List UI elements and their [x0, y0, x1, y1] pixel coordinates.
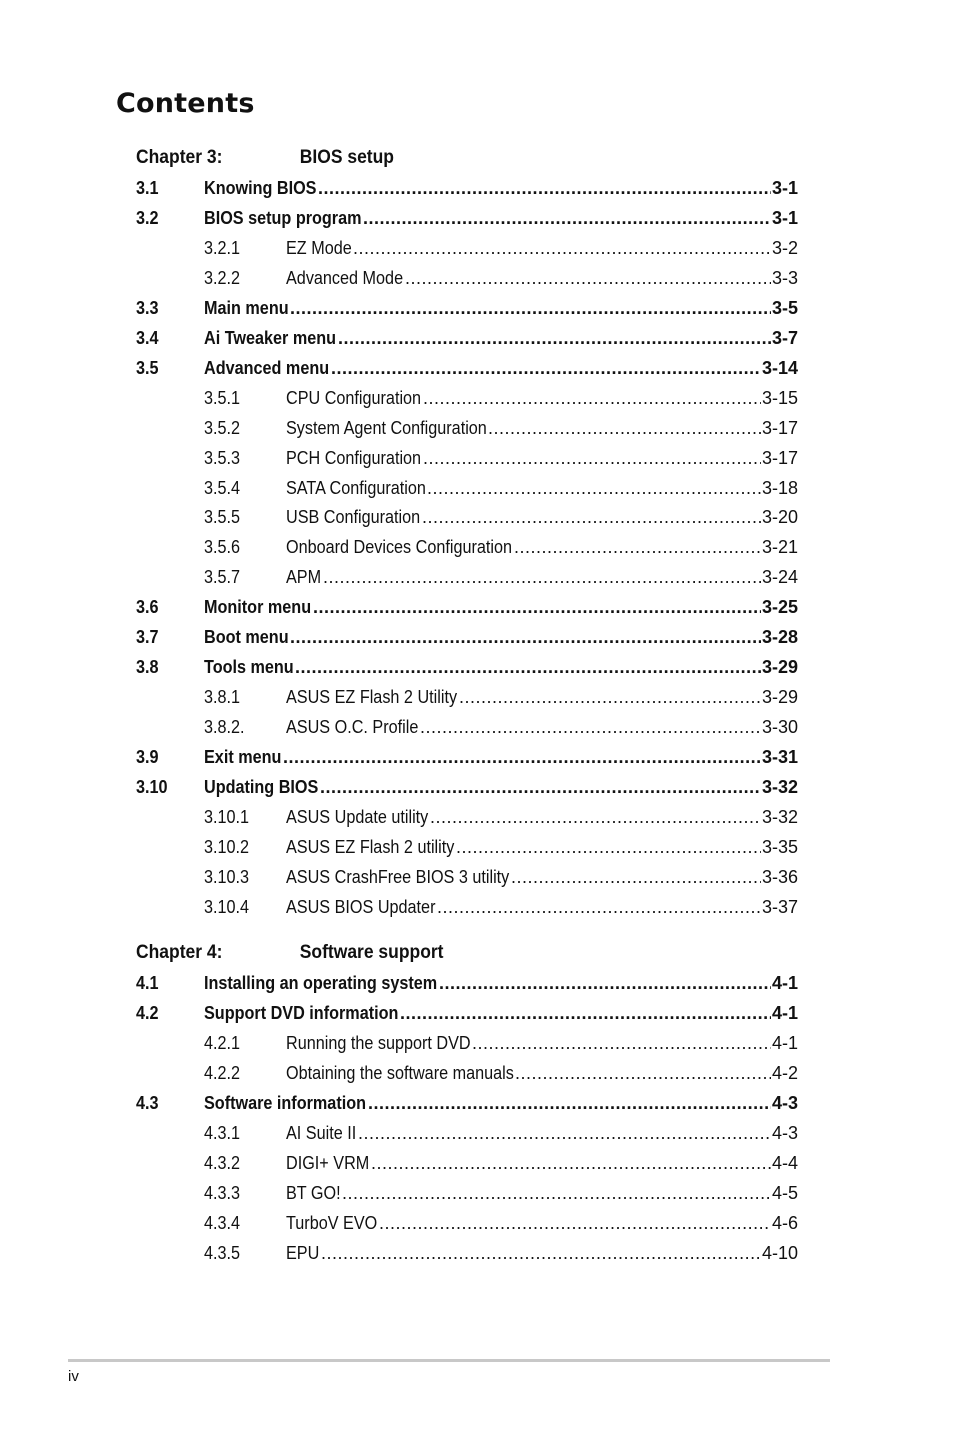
toc-entry-number — [204, 535, 244, 559]
toc-entry-title — [286, 1181, 341, 1205]
toc-entry-number — [136, 1001, 161, 1025]
dot-leader — [427, 476, 761, 500]
toc-entry-line — [286, 1181, 798, 1205]
toc-entry-title-text: BIOS setup program — [204, 207, 362, 228]
toc-entry-number-text: 3.5.4 — [204, 477, 241, 498]
toc-entry-number — [204, 266, 244, 290]
toc-entry-number-text: 3.5.5 — [204, 507, 241, 528]
dot-leader — [400, 1001, 771, 1025]
toc-entry-page: 4-1 — [771, 1002, 798, 1023]
toc-entry-title-text: Exit menu — [204, 747, 282, 768]
toc-entry[interactable] — [0, 446, 954, 470]
toc-entry-title — [286, 476, 426, 500]
toc-entry-number-text: 3.2.2 — [204, 267, 241, 288]
toc-entry-title — [204, 745, 282, 769]
toc-entry-number — [136, 326, 161, 350]
toc-entry-page: 3-29 — [761, 657, 798, 678]
toc-entry-line — [204, 206, 798, 230]
toc-entry-title-text: System Agent Configuration — [286, 417, 487, 438]
toc-entry-page: 3-7 — [771, 327, 798, 348]
toc-entry-line — [286, 386, 798, 410]
toc-entry-page: 3-21 — [761, 537, 798, 558]
toc-entry-page: 3-32 — [761, 777, 798, 797]
toc-entry-title-text: Running the support DVD — [286, 1032, 471, 1053]
toc-entry-line — [286, 535, 798, 559]
toc-entry-number — [204, 236, 244, 260]
toc-entry-number — [204, 1151, 244, 1175]
toc-entry[interactable] — [0, 1091, 954, 1115]
toc-entry-page: 4-5 — [771, 1182, 798, 1203]
toc-entry-line — [286, 1121, 798, 1145]
toc-entry-number — [204, 895, 254, 919]
toc-entry-line — [286, 236, 798, 260]
toc-entry-line — [204, 326, 798, 350]
dot-leader — [321, 1241, 761, 1265]
toc-entry-title — [204, 775, 319, 799]
toc-entry-page: 3-1 — [771, 207, 798, 228]
toc-entry-page: 3-24 — [761, 567, 798, 588]
toc-entry[interactable] — [0, 206, 954, 230]
toc-entry[interactable] — [0, 176, 954, 200]
toc-entry-page: 3-30 — [761, 717, 798, 738]
toc-entry-number-text: 4.3 — [136, 1092, 159, 1113]
chapter-title: BIOS setup — [299, 147, 394, 168]
toc-entry-line — [286, 715, 798, 739]
toc-entry-number-text: 3.10.1 — [204, 806, 250, 827]
toc-entry[interactable] — [0, 1031, 954, 1055]
toc-entry-number-text: 3.5.1 — [204, 387, 241, 408]
dot-leader — [379, 1211, 771, 1235]
toc-entry-number — [136, 206, 161, 230]
toc-entry-title-text: Advanced Mode — [286, 267, 404, 288]
toc-entry-line — [286, 805, 798, 829]
toc-entry-number-text: 3.2.1 — [204, 237, 241, 258]
toc-entry-page: 4-3 — [771, 1122, 798, 1143]
toc-entry-page: 3-29 — [761, 687, 798, 708]
toc-entry-title — [286, 1121, 357, 1145]
toc-entry-number-text: 3.6 — [136, 597, 159, 618]
toc-entry-page: 3-28 — [761, 627, 798, 648]
toc-entry-title — [286, 835, 455, 859]
toc-entry-title — [286, 1241, 320, 1265]
footer-page-number: iv — [68, 1368, 79, 1385]
toc-entry-line — [286, 446, 798, 470]
toc-entry-title-text: ASUS CrashFree BIOS 3 utility — [286, 866, 510, 887]
toc-entry-title — [286, 1031, 471, 1055]
toc-entry[interactable] — [0, 805, 954, 829]
toc-entry-title-text: Software information — [204, 1092, 367, 1113]
toc-entry-page: 3-3 — [771, 267, 798, 288]
toc-entry-number-text: 3.5.2 — [204, 417, 241, 438]
toc-entry-title-text: APM — [286, 567, 322, 588]
toc-entry-page: 3-25 — [761, 597, 798, 618]
toc-entry-number — [204, 1181, 244, 1205]
dot-leader — [290, 625, 761, 649]
dot-leader — [363, 206, 771, 230]
dot-leader — [320, 775, 761, 799]
toc-entry-title-text: BT GO! — [286, 1182, 341, 1203]
toc-entry-title-text: Obtaining the software manuals — [286, 1062, 514, 1083]
toc-entry[interactable] — [0, 1151, 954, 1175]
toc-entry-title-text: Updating BIOS — [204, 777, 319, 797]
toc-entry-title-text: Advanced menu — [204, 357, 330, 378]
toc-entry-title — [204, 595, 312, 619]
toc-entry-title — [204, 1001, 399, 1025]
toc-entry-number — [136, 296, 161, 320]
toc-entry-page: 4-6 — [771, 1212, 798, 1233]
toc-entry-title — [204, 971, 438, 995]
toc-entry-page: 3-17 — [761, 447, 798, 468]
toc-entry-title — [286, 1151, 370, 1175]
toc-entry-line — [286, 505, 798, 529]
toc-entry-page: 3-1 — [771, 178, 798, 198]
toc-entry-page: 3-32 — [761, 806, 798, 827]
toc-entry-number — [136, 356, 161, 380]
toc-entry-page: 4-1 — [771, 1032, 798, 1053]
toc-entry-number — [204, 715, 249, 739]
toc-entry-title-text: EZ Mode — [286, 237, 352, 258]
toc-entry-title — [286, 1061, 514, 1085]
toc-entry[interactable] — [0, 595, 954, 619]
toc-entry-line — [204, 595, 798, 619]
toc-entry-page: 3-31 — [761, 747, 798, 768]
toc-entry-line — [286, 1061, 798, 1085]
toc-entry-number — [204, 1031, 244, 1055]
toc-entry-number-text: 3.1 — [136, 178, 159, 198]
toc-entry-number-text: 3.5.6 — [204, 537, 241, 558]
toc-entry-number — [204, 476, 244, 500]
toc-entry-title-text: PCH Configuration — [286, 447, 422, 468]
dot-leader — [331, 356, 761, 380]
toc-entry-title — [204, 655, 294, 679]
toc-entry-line — [204, 775, 798, 799]
toc-entry[interactable] — [0, 1061, 954, 1085]
toc-entry-page: 4-4 — [771, 1152, 798, 1173]
toc-entry-number — [136, 971, 161, 995]
toc-entry-title-text: Monitor menu — [204, 597, 312, 618]
toc-entry-number-text: 4.3.1 — [204, 1122, 241, 1143]
toc-entry-page: 3-20 — [761, 507, 798, 528]
chapter-heading — [11, 939, 889, 967]
toc-entry-number-text: 3.10.3 — [204, 866, 250, 887]
toc-entry-number-text: 4.3.4 — [204, 1212, 241, 1233]
toc-entry-number — [136, 1091, 161, 1115]
toc-entry[interactable] — [0, 356, 954, 380]
toc-entry-title — [286, 805, 429, 829]
dot-leader — [371, 1151, 771, 1175]
toc-entry-page: 4-3 — [771, 1092, 798, 1113]
toc-entry-title-text: ASUS EZ Flash 2 utility — [286, 836, 455, 857]
toc-entry-title-text: Onboard Devices Configuration — [286, 537, 513, 558]
toc-entry-title-text: ASUS EZ Flash 2 Utility — [286, 687, 458, 708]
toc-entry-title — [286, 446, 422, 470]
toc-entry-number-text: 3.7 — [136, 627, 159, 648]
toc-entry-page: 4-1 — [771, 973, 798, 993]
toc-entry-title-text: Knowing BIOS — [204, 178, 317, 198]
toc-entry-page: 3-17 — [761, 417, 798, 438]
toc-entry-number-text: 3.9 — [136, 747, 159, 768]
toc-entry-number-text: 3.10 — [136, 777, 168, 797]
toc-entry-line — [286, 865, 798, 889]
toc-entry[interactable] — [0, 476, 954, 500]
toc-entry-number-text: 4.3.2 — [204, 1152, 241, 1173]
toc-entry-line — [286, 266, 798, 290]
toc-entry-number — [204, 386, 244, 410]
toc-entry[interactable] — [0, 715, 954, 739]
toc-entry[interactable] — [0, 386, 954, 410]
toc-entry-title — [204, 625, 289, 649]
toc-entry-number-text: 3.8.1 — [204, 687, 241, 708]
toc-entry-number-text: 4.2.2 — [204, 1062, 241, 1083]
toc-entry-title-text: USB Configuration — [286, 507, 421, 528]
toc-entry-title-text: Boot menu — [204, 627, 289, 648]
dot-leader — [423, 386, 761, 410]
toc-entry-line — [286, 835, 798, 859]
toc-entry-number — [136, 176, 161, 200]
toc-entry-number — [204, 446, 244, 470]
toc-entry-number — [204, 1211, 244, 1235]
toc-entry-page: 3-35 — [761, 836, 798, 857]
toc-entry-page: 4-2 — [771, 1062, 798, 1083]
toc-entry-line — [286, 416, 798, 440]
toc-entry-page: 3-36 — [761, 866, 798, 887]
toc-entry-line — [286, 1151, 798, 1175]
toc-entry[interactable] — [0, 1001, 954, 1025]
toc-entry-number — [136, 745, 161, 769]
toc-entry-title-text: SATA Configuration — [286, 477, 426, 498]
dot-leader — [338, 326, 771, 350]
toc-entry-title — [286, 865, 510, 889]
toc-entry[interactable] — [0, 266, 954, 290]
dot-leader — [430, 805, 761, 829]
toc-entry[interactable] — [0, 625, 954, 649]
toc-entry-number — [204, 416, 244, 440]
toc-entry[interactable] — [0, 236, 954, 260]
dot-leader — [342, 1181, 771, 1205]
toc-entry[interactable] — [0, 865, 954, 889]
toc-entry[interactable] — [0, 1121, 954, 1145]
toc-entry[interactable] — [0, 685, 954, 709]
toc-entry-title-text: ASUS O.C. Profile — [286, 717, 419, 738]
toc-entry-title — [286, 895, 436, 919]
toc-entry-title-text: ASUS BIOS Updater — [286, 896, 436, 917]
toc-entry-title-text: ASUS Update utility — [286, 806, 429, 827]
toc-entry[interactable] — [0, 535, 954, 559]
toc-entry-title — [204, 206, 362, 230]
toc-entry-line — [286, 1241, 798, 1265]
toc-entry-number — [136, 625, 161, 649]
toc-entry-title-text: CPU Configuration — [286, 387, 422, 408]
toc-entry-title — [286, 565, 322, 589]
dot-leader — [459, 685, 761, 709]
toc-entry-number-text: 3.3 — [136, 297, 159, 318]
dot-leader — [514, 535, 761, 559]
toc-entry-line — [286, 565, 798, 589]
toc-entry[interactable] — [0, 296, 954, 320]
toc-entry-number-text: 3.10.4 — [204, 896, 250, 917]
dot-leader — [456, 835, 761, 859]
toc-entry-line — [204, 655, 798, 679]
toc-entry[interactable] — [0, 745, 954, 769]
toc-entry-number-text: 3.5.7 — [204, 567, 241, 588]
toc-entry-number-text: 4.3.3 — [204, 1182, 241, 1203]
dot-leader — [318, 176, 771, 200]
toc-entry-title-text: Tools menu — [204, 657, 294, 678]
toc-entry-title — [286, 505, 421, 529]
toc-entry-title — [286, 266, 404, 290]
toc-entry-title-text: Main menu — [204, 297, 289, 318]
toc-entry-title-text: TurboV EVO — [286, 1212, 378, 1233]
toc-entry-line — [204, 745, 798, 769]
toc-entry[interactable] — [0, 971, 954, 995]
toc-entry-number-text: 4.1 — [136, 973, 159, 993]
toc-entry[interactable] — [0, 416, 954, 440]
toc-entry-title — [286, 715, 419, 739]
toc-entry-number — [136, 775, 171, 799]
dot-leader — [420, 715, 761, 739]
dot-leader — [283, 745, 761, 769]
page-title: Contents — [116, 88, 255, 119]
toc-entry-title — [286, 386, 422, 410]
toc-entry-number — [204, 1241, 244, 1265]
toc-entry[interactable] — [0, 775, 954, 799]
toc-entry-title-text: EPU — [286, 1242, 320, 1263]
toc-entry-number — [204, 865, 254, 889]
toc-entry[interactable] — [0, 565, 954, 589]
toc-entry-number — [204, 835, 254, 859]
dot-leader — [353, 236, 771, 260]
toc-entry-number-text: 4.3.5 — [204, 1242, 241, 1263]
toc-entry-page: 3-15 — [761, 387, 798, 408]
dot-leader — [323, 565, 761, 589]
toc-entry[interactable] — [0, 1181, 954, 1205]
toc-entry[interactable] — [0, 326, 954, 350]
toc-entry-line — [204, 1001, 798, 1025]
dot-leader — [515, 1061, 771, 1085]
toc-entry-title-text: Installing an operating system — [204, 973, 438, 993]
toc-entry-number — [204, 1121, 244, 1145]
dot-leader — [511, 865, 761, 889]
toc-entry-number — [136, 595, 161, 619]
toc-entry[interactable] — [0, 1241, 954, 1265]
toc-entry-number — [204, 1061, 244, 1085]
toc-entry-page: 3-5 — [771, 297, 798, 318]
dot-leader — [295, 655, 761, 679]
chapter-label: Chapter 3: — [136, 147, 223, 168]
toc-entry-line — [204, 971, 798, 995]
toc-entry-line — [286, 895, 798, 919]
chapter-title: Software support — [299, 942, 444, 963]
toc-entry-line — [204, 296, 798, 320]
toc-entry-number — [136, 655, 161, 679]
toc-entry-title — [204, 296, 289, 320]
dot-leader — [290, 296, 771, 320]
dot-leader — [422, 505, 761, 529]
toc-entry[interactable] — [0, 895, 954, 919]
dot-leader — [313, 595, 761, 619]
toc-entry-title — [286, 416, 487, 440]
toc-entry-number-text: 3.10.2 — [204, 836, 250, 857]
toc-entry-line — [204, 625, 798, 649]
toc-entry-page: 4-10 — [761, 1242, 798, 1263]
toc-entry-number-text: 3.8 — [136, 657, 159, 678]
toc-entry-title — [204, 176, 317, 200]
toc-entry-number-text: 3.5 — [136, 357, 159, 378]
toc-entry-title-text: DIGI+ VRM — [286, 1152, 370, 1173]
chapter-label: Chapter 4: — [136, 942, 223, 963]
toc-entry-title — [286, 236, 352, 260]
dot-leader — [439, 971, 771, 995]
footer-divider — [68, 1359, 830, 1362]
toc-entry-line — [286, 1211, 798, 1235]
toc-entry-number — [204, 685, 244, 709]
toc-entry-title — [286, 1211, 378, 1235]
toc-entry-number-text: 3.2 — [136, 207, 159, 228]
toc-entry[interactable] — [0, 1211, 954, 1235]
toc-entry-page: 3-2 — [771, 237, 798, 258]
toc-entry-number — [204, 805, 254, 829]
dot-leader — [358, 1121, 771, 1145]
toc-entry-title — [204, 356, 330, 380]
toc-entry-number-text: 4.2.1 — [204, 1032, 241, 1053]
dot-leader — [472, 1031, 771, 1055]
toc-entry-number-text: 3.8.2. — [204, 717, 245, 738]
toc-entry-line — [204, 1091, 798, 1115]
toc-entry[interactable] — [0, 655, 954, 679]
toc-entry-line — [286, 476, 798, 500]
toc-entry[interactable] — [0, 835, 954, 859]
toc-entry-title-text: Ai Tweaker menu — [204, 327, 337, 348]
toc-entry-line — [286, 685, 798, 709]
chapter-heading — [11, 144, 889, 172]
toc-entry-title — [286, 685, 458, 709]
toc-entry-number-text: 4.2 — [136, 1002, 159, 1023]
toc-entry-page: 3-18 — [761, 477, 798, 498]
dot-leader — [437, 895, 761, 919]
toc-entry-line — [286, 1031, 798, 1055]
toc-entry-title — [204, 326, 337, 350]
toc-entry-line — [204, 176, 798, 200]
toc-entry[interactable] — [0, 505, 954, 529]
toc-entry-line — [204, 356, 798, 380]
dot-leader — [405, 266, 771, 290]
toc-entry-page: 3-37 — [761, 896, 798, 917]
dot-leader — [368, 1091, 771, 1115]
dot-leader — [423, 446, 761, 470]
toc-entry-title-text: AI Suite II — [286, 1122, 357, 1143]
toc-entry-page: 3-14 — [761, 357, 798, 378]
toc-entry-number — [204, 505, 244, 529]
toc-entry-number-text: 3.4 — [136, 327, 159, 348]
toc-entry-title — [204, 1091, 367, 1115]
toc-entry-title-text: Support DVD information — [204, 1002, 399, 1023]
toc-entry-title — [286, 535, 513, 559]
toc-entry-number-text: 3.5.3 — [204, 447, 241, 468]
toc-entry-number — [204, 565, 244, 589]
dot-leader — [488, 416, 761, 440]
